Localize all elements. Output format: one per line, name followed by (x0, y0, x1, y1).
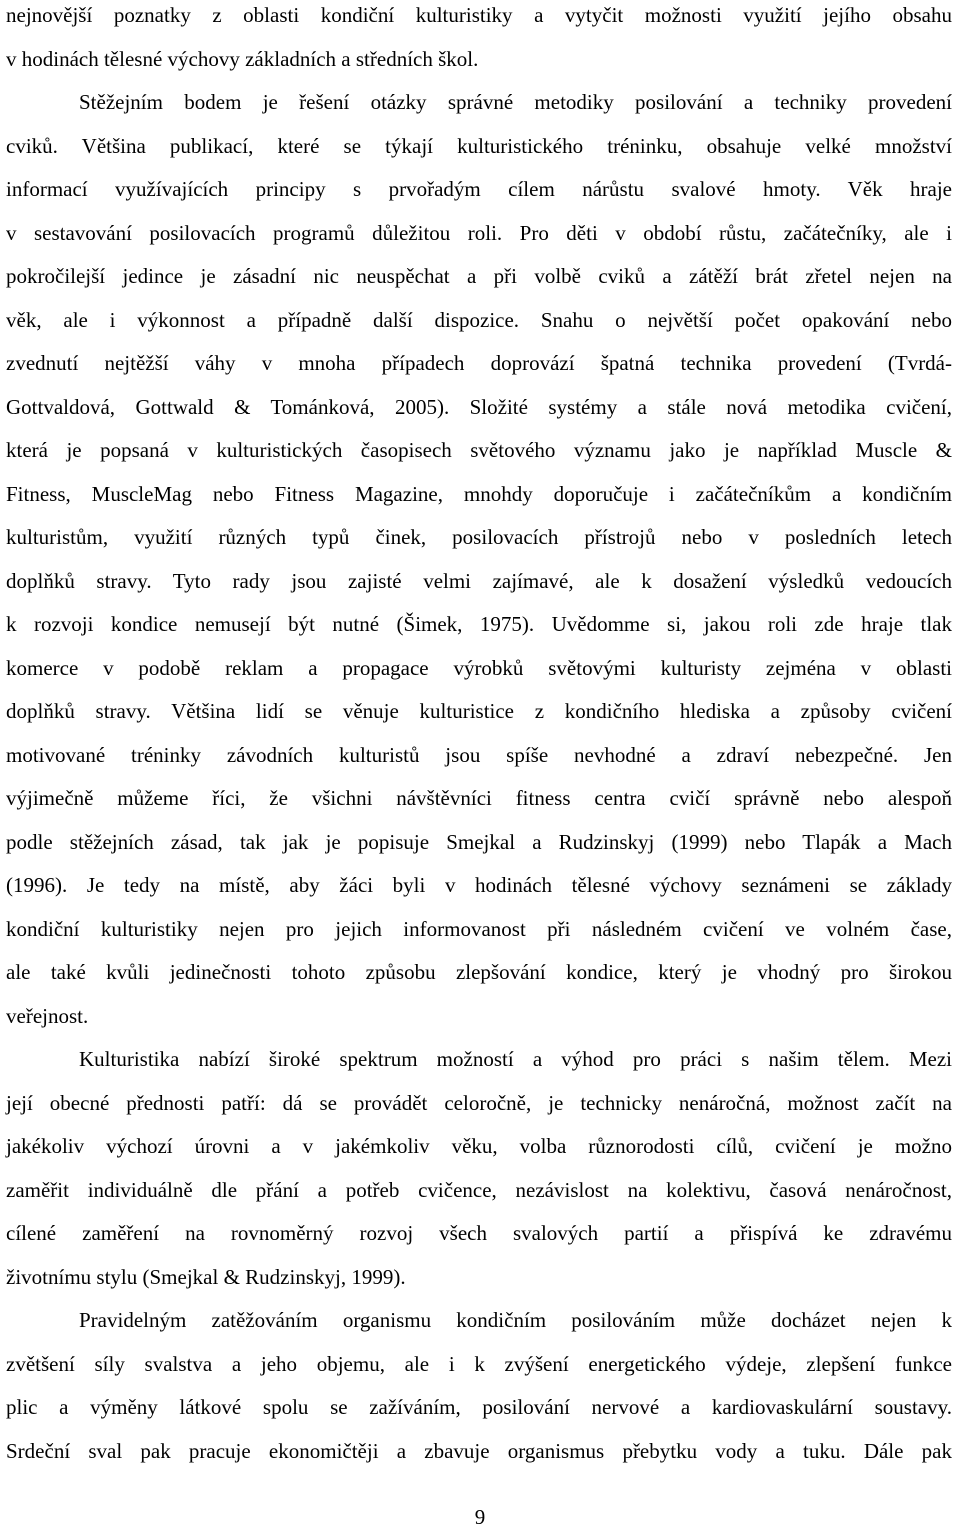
text-line-13: kulturistům, využití různých typů činek, posilovacích přístrojů nebo v posledních letech (6, 525, 952, 549)
text-line-6: v sestavování posilovacích programů důležitou roli. Pro děti v období růstu, začátečníky, ale i (6, 220, 952, 245)
text-line-5: informací využívajících principy s prvořadým cílem nárůstu svalové hmoty. Věk hraje (6, 177, 952, 201)
text-line-3: Stěžejním bodem je řešení otázky správné metodiky posilování a techniky provedení (79, 90, 952, 114)
text-line-8: věk, ale i výkonnost a případně další dispozice. Snahu o největší počet opakování nebo (6, 307, 952, 332)
page-number: 9 (474, 1505, 486, 1529)
text-line-9: zvednutí nejtěžší váhy v mnoha případech doprovází špatná technika provedení (Tvrdá- (6, 351, 952, 375)
text-line-31: Pravidelným zatěžováním organismu kondičním posilováním může docházet nejen k (79, 1308, 952, 1332)
text-line-19: výjimečně můžeme říci, že všichni návštěvníci fitness centra cvičí správně nebo alespoň (6, 786, 952, 810)
text-line-14: doplňků stravy. Tyto rady jsou zajisté velmi zajímavé, ale k dosažení výsledků vedoucích (6, 568, 952, 593)
text-line-27: jakékoliv výchozí úrovni a v jakémkoliv věku, volba různorodosti cílů, cvičení je možno (6, 1134, 952, 1158)
text-line-4: cviků. Většina publikací, které se týkají kulturistického tréninku, obsahuje velké množství (6, 133, 952, 158)
text-line-25: Kulturistika nabízí široké spektrum možností a výhod pro práci s našim tělem. Mezi (79, 1047, 952, 1071)
text-line-30: životnímu stylu (Smejkal & Rudzinskyj, 1999). (6, 1264, 406, 1289)
text-line-26: její obecné přednosti patří: dá se provádět celoročně, je technicky nenáročná, možnost začít na (6, 1090, 952, 1115)
text-line-7: pokročilejší jedince je zásadní nic neuspěchat a při volbě cviků a zátěží brát zřetel nejen na (6, 264, 952, 288)
text-line-18: motivované tréninky závodních kulturistů jsou spíše nevhodné a zdraví nebezpečné. Jen (6, 742, 952, 767)
text-line-11: která je popsaná v kulturistických časopisech světového významu jako je například Muscle & (6, 438, 952, 462)
text-line-22: kondiční kulturistiky nejen pro jejich informovanost při následném cvičení ve volném čase, (6, 916, 952, 941)
body-text (6, 0, 952, 1479)
text-line-28: zaměřit individuálně dle přání a potřeb cvičence, nezávislost na kolektivu, časová nenáročnost, (6, 1177, 952, 1202)
text-line-17: doplňků stravy. Většina lidí se věnuje kulturistice z kondičního hlediska a způsoby cvičení (6, 699, 952, 723)
text-line-23: ale také kvůli jedinečnosti tohoto způsobu zlepšování kondice, který je vhodný pro širokou (6, 960, 952, 984)
text-line-33: plic a výměny látkové spolu se zažíváním, posilování nervové a kardiovaskulární soustavy. (6, 1395, 952, 1419)
text-line-32: zvětšení síly svalstva a jeho objemu, ale i k zvýšení energetického výdeje, zlepšení funkce (6, 1351, 952, 1376)
text-line-1: nejnovější poznatky z oblasti kondiční kulturistiky a vytyčit možnosti využití jejího obsahu (6, 3, 952, 27)
text-line-20: podle stěžejních zásad, tak jak je popisuje Smejkal a Rudzinskyj (1999) nebo Tlapák a Mach (6, 829, 952, 854)
text-line-15: k rozvoji kondice nemusejí být nutné (Šimek, 1975). Uvědomme si, jakou roli zde hraje tlak (6, 612, 952, 636)
text-line-29: cílené zaměření na rovnoměrný rozvoj všech svalových partií a přispívá ke zdravému (6, 1221, 952, 1245)
text-line-10: Gottvaldová, Gottwald & Tománková, 2005). Složité systémy a stále nová metodika cvičení, (6, 394, 952, 419)
text-line-16: komerce v podobě reklam a propagace výrobků světovými kulturisty zejména v oblasti (6, 655, 952, 680)
text-line-24: veřejnost. (6, 1003, 89, 1028)
text-line-2: v hodinách tělesné výchovy základních a středních škol. (6, 46, 479, 71)
text-line-12: Fitness, MuscleMag nebo Fitness Magazine, mnohdy doporučuje i začátečníkům a kondičním (6, 481, 952, 506)
text-line-21: (1996). Je tedy na místě, aby žáci byli v hodinách tělesné výchovy seznámeni se základy (6, 873, 952, 897)
text-line-34: Srdeční sval pak pracuje ekonomičtěji a zbavuje organismus přebytku vody a tuku. Dále pak (6, 1438, 952, 1463)
